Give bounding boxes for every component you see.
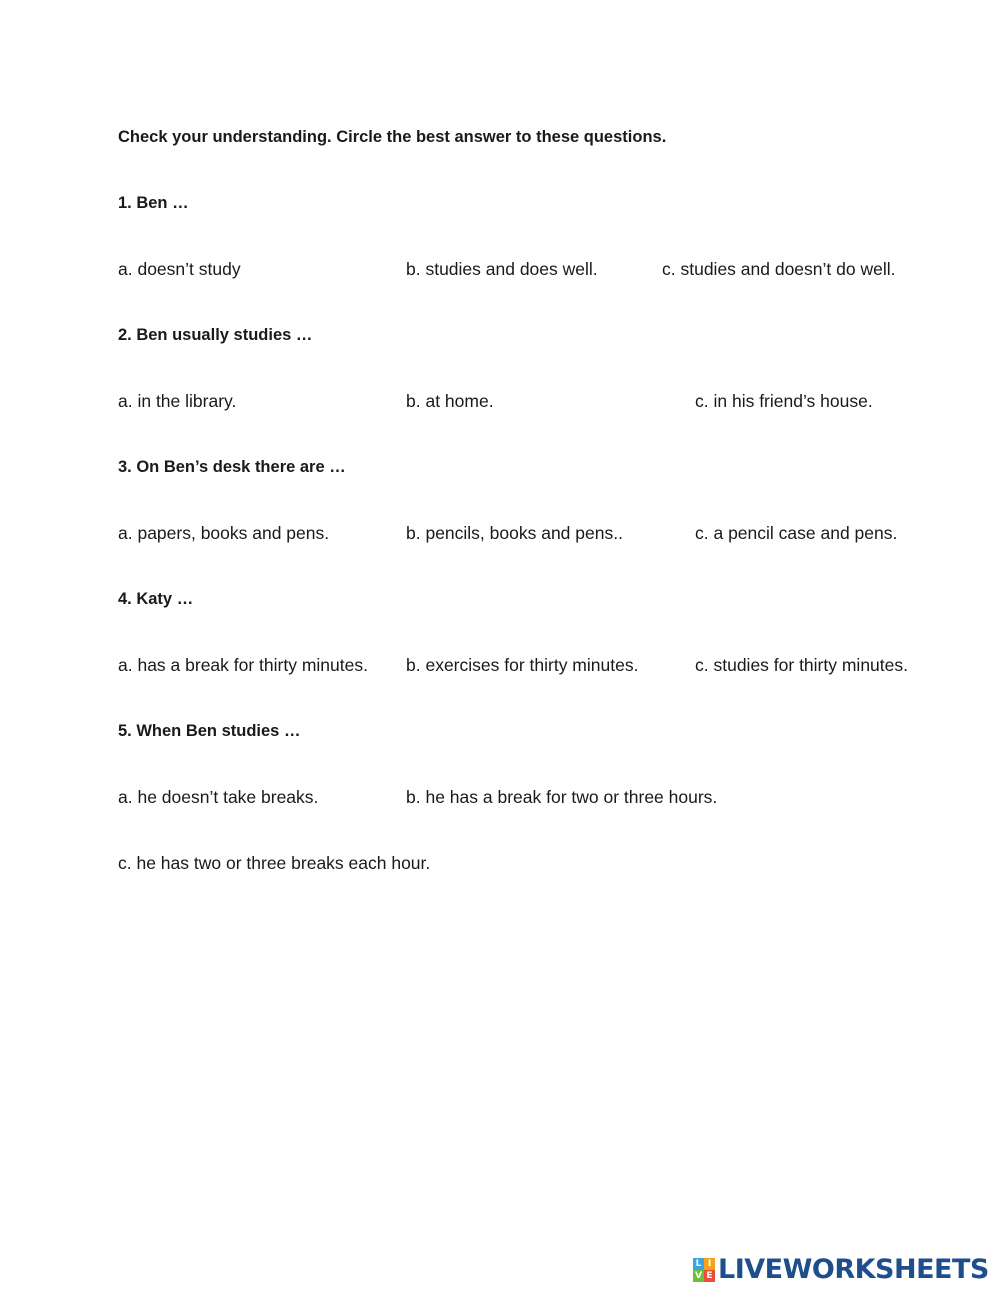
- question-3-option-a[interactable]: a. papers, books and pens.: [118, 523, 330, 543]
- question-1-option-c[interactable]: c. studies and doesn’t do well.: [662, 259, 896, 279]
- instructions: Check your understanding. Circle the best answer to these questions.: [118, 128, 667, 146]
- live-badge-icon: [693, 1258, 715, 1282]
- question-4-option-a[interactable]: a. has a break for thirty minutes.: [118, 655, 368, 675]
- question-5-prompt: 5. When Ben studies …: [118, 722, 301, 740]
- logo-text: LIVEWORKSHEETS: [718, 1254, 989, 1285]
- badge-letter-v: V: [693, 1270, 704, 1282]
- question-3-prompt: 3. On Ben’s desk there are …: [118, 458, 346, 476]
- badge-letter-e: E: [704, 1270, 715, 1282]
- question-4-option-b[interactable]: b. exercises for thirty minutes.: [406, 655, 639, 675]
- question-1-option-a[interactable]: a. doesn’t study: [118, 259, 241, 279]
- question-1-option-b[interactable]: b. studies and does well.: [406, 259, 598, 279]
- question-2-option-b[interactable]: b. at home.: [406, 391, 494, 411]
- question-5-option-c[interactable]: c. he has two or three breaks each hour.: [118, 853, 431, 873]
- question-3-option-c[interactable]: c. a pencil case and pens.: [695, 523, 898, 543]
- liveworksheets-logo: [693, 1255, 989, 1285]
- question-1-prompt: 1. Ben …: [118, 194, 189, 212]
- question-2-option-c[interactable]: c. in his friend’s house.: [695, 391, 873, 411]
- question-3-option-b[interactable]: b. pencils, books and pens..: [406, 523, 623, 543]
- question-5-option-a[interactable]: a. he doesn’t take breaks.: [118, 787, 319, 807]
- question-4-option-c[interactable]: c. studies for thirty minutes.: [695, 655, 908, 675]
- question-5-option-b[interactable]: b. he has a break for two or three hours.: [406, 787, 718, 807]
- badge-letter-l: L: [693, 1258, 704, 1270]
- badge-letter-i: I: [704, 1258, 715, 1270]
- question-4-prompt: 4. Katy …: [118, 590, 194, 608]
- question-2-prompt: 2. Ben usually studies …: [118, 326, 313, 344]
- question-2-option-a[interactable]: a. in the library.: [118, 391, 237, 411]
